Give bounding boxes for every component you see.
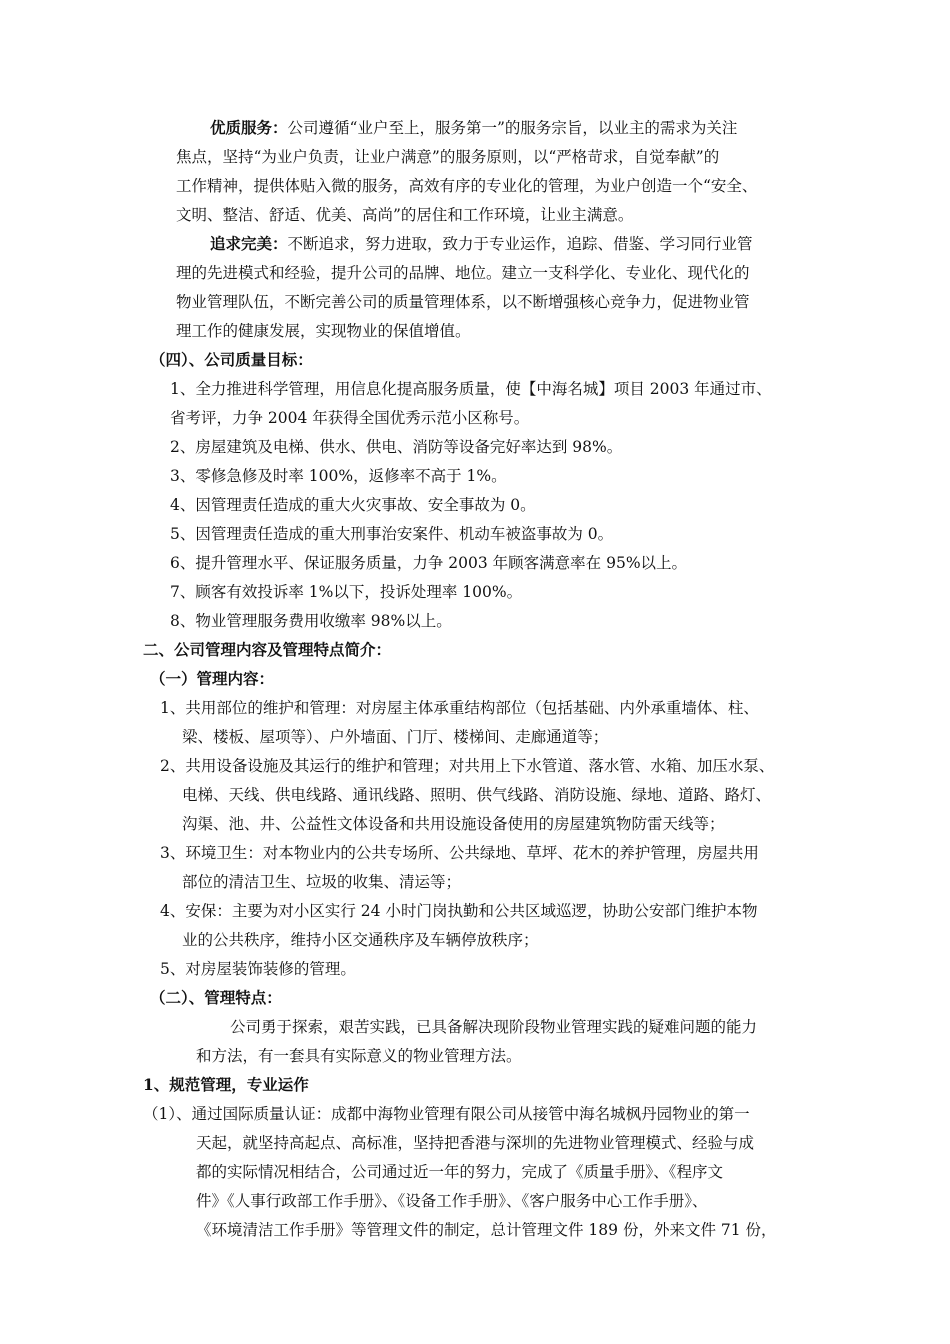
quality-item-1-line-2: 省考评，力争 2004 年获得全国优秀示范小区称号。 bbox=[170, 409, 530, 427]
content-item-4-line-2: 业的公共秩序，维持小区交通秩序及车辆停放秩序； bbox=[182, 931, 539, 949]
content-item-3-line-2: 部位的清洁卫生、垃圾的收集、清运等； bbox=[182, 873, 462, 891]
content-item-2-line-3: 沟渠、池、井、公益性文体设备和共用设施设备使用的房屋建筑物防雷天线等； bbox=[182, 815, 725, 833]
quality-item-1-line-1: 1、全力推进科学管理，用信息化提高服务质量，使【中海名城】项目 2003 年通过市、 bbox=[170, 380, 772, 398]
content-item-5: 5、对房屋装饰装修的管理。 bbox=[160, 960, 356, 978]
service-line-2: 焦点，坚持“为业户负责，让业户满意”的服务原则，以“严格苛求，自觉奉献”的 bbox=[176, 148, 720, 166]
service-paragraph-line-1 bbox=[210, 118, 737, 138]
quality-item-3: 3、零修急修及时率 100%，返修率不高于 1%。 bbox=[170, 467, 507, 485]
quality-item-6: 6、提升管理水平、保证服务质量，力争 2003 年顾客满意率在 95%以上。 bbox=[170, 554, 688, 572]
quality-heading: （四）、公司质量目标： bbox=[150, 350, 313, 369]
perfection-text: 不断追求，努力进取，致力于专业运作，追踪、借鉴、学习同行业管 bbox=[287, 235, 753, 253]
standard-heading: 1、规范管理，专业运作 bbox=[143, 1075, 309, 1094]
perfection-line-3: 物业管理队伍，不断完善公司的质量管理体系，以不断增强核心竞争力，促进物业管 bbox=[176, 293, 750, 311]
quality-item-2: 2、房屋建筑及电梯、供水、供电、消防等设备完好率达到 98%。 bbox=[170, 438, 623, 456]
quality-item-7: 7、顾客有效投诉率 1%以下，投诉处理率 100%。 bbox=[170, 583, 523, 601]
perfection-label: 追求完美： bbox=[210, 234, 288, 253]
standard-line-2: 天起，就坚持高起点、高标准，坚持把香港与深圳的先进物业管理模式、经验与成 bbox=[196, 1134, 755, 1152]
content-heading: （一）管理内容： bbox=[150, 669, 275, 688]
perfection-paragraph-line-1 bbox=[210, 234, 753, 254]
perfection-line-2: 理的先进模式和经验，提升公司的品牌、地位。建立一支科学化、专业化、现代化的 bbox=[176, 264, 750, 282]
content-item-1-line-1: 1、共用部位的维护和管理：对房屋主体承重结构部位（包括基础、内外承重墙体、柱、 bbox=[160, 699, 759, 717]
content-item-2-line-2: 电梯、天线、供电线路、通讯线路、照明、供气线路、消防设施、绿地、道路、路灯、 bbox=[182, 786, 772, 804]
content-item-4-line-1: 4、安保：主要为对小区实行 24 小时门岗执勤和公共区域巡逻，协助公安部门维护本物 bbox=[160, 902, 758, 920]
service-line-3: 工作精神，提供体贴入微的服务，高效有序的专业化的管理，为业户创造一个“安全、 bbox=[176, 177, 758, 195]
service-label: 优质服务： bbox=[210, 118, 288, 137]
features-heading: （二）、管理特点： bbox=[150, 988, 282, 1007]
quality-item-8: 8、物业管理服务费用收缴率 98%以上。 bbox=[170, 612, 452, 630]
quality-item-5: 5、因管理责任造成的重大刑事治安案件、机动车被盗事故为 0。 bbox=[170, 525, 614, 543]
features-line-1: 公司勇于探索，艰苦实践，已具备解决现阶段物业管理实践的疑难问题的能力 bbox=[230, 1018, 758, 1036]
section-2-heading: 二、公司管理内容及管理特点简介： bbox=[143, 640, 392, 659]
standard-line-4: 件》《人事行政部工作手册》、《设备工作手册》、《客户服务中心工作手册》、 bbox=[196, 1192, 708, 1210]
perfection-line-4: 理工作的健康发展，实现物业的保值增值。 bbox=[176, 322, 471, 340]
features-line-2: 和方法，有一套具有实际意义的物业管理方法。 bbox=[196, 1047, 522, 1065]
content-item-2-line-1: 2、共用设备设施及其运行的维护和管理；对共用上下水管道、落水管、水箱、加压水泵、 bbox=[160, 757, 775, 775]
service-line-4: 文明、整洁、舒适、优美、高尚”的居住和工作环境，让业主满意。 bbox=[176, 206, 634, 224]
content-item-3-line-1: 3、环境卫生：对本物业内的公共专场所、公共绿地、草坪、花木的养护管理，房屋共用 bbox=[160, 844, 759, 862]
content-item-1-line-2: 梁、楼板、屋项等）、户外墙面、门厅、楼梯间、走廊通道等； bbox=[182, 728, 609, 746]
standard-line-5: 《环境清洁工作手册》等管理文件的制定，总计管理文件 189 份，外来文件 71 份， bbox=[196, 1221, 777, 1239]
standard-line-3: 都的实际情况相结合，公司通过近一年的努力，完成了《质量手册》、《程序文 bbox=[196, 1163, 724, 1181]
service-text: 公司遵循“业户至上，服务第一”的服务宗旨，以业主的需求为关注 bbox=[287, 119, 738, 137]
quality-item-4: 4、因管理责任造成的重大火灾事故、安全事故为 0。 bbox=[170, 496, 536, 514]
standard-line-1: （1）、通过国际质量认证：成都中海物业管理有限公司从接管中海名城枫丹园物业的第一 bbox=[143, 1105, 750, 1123]
